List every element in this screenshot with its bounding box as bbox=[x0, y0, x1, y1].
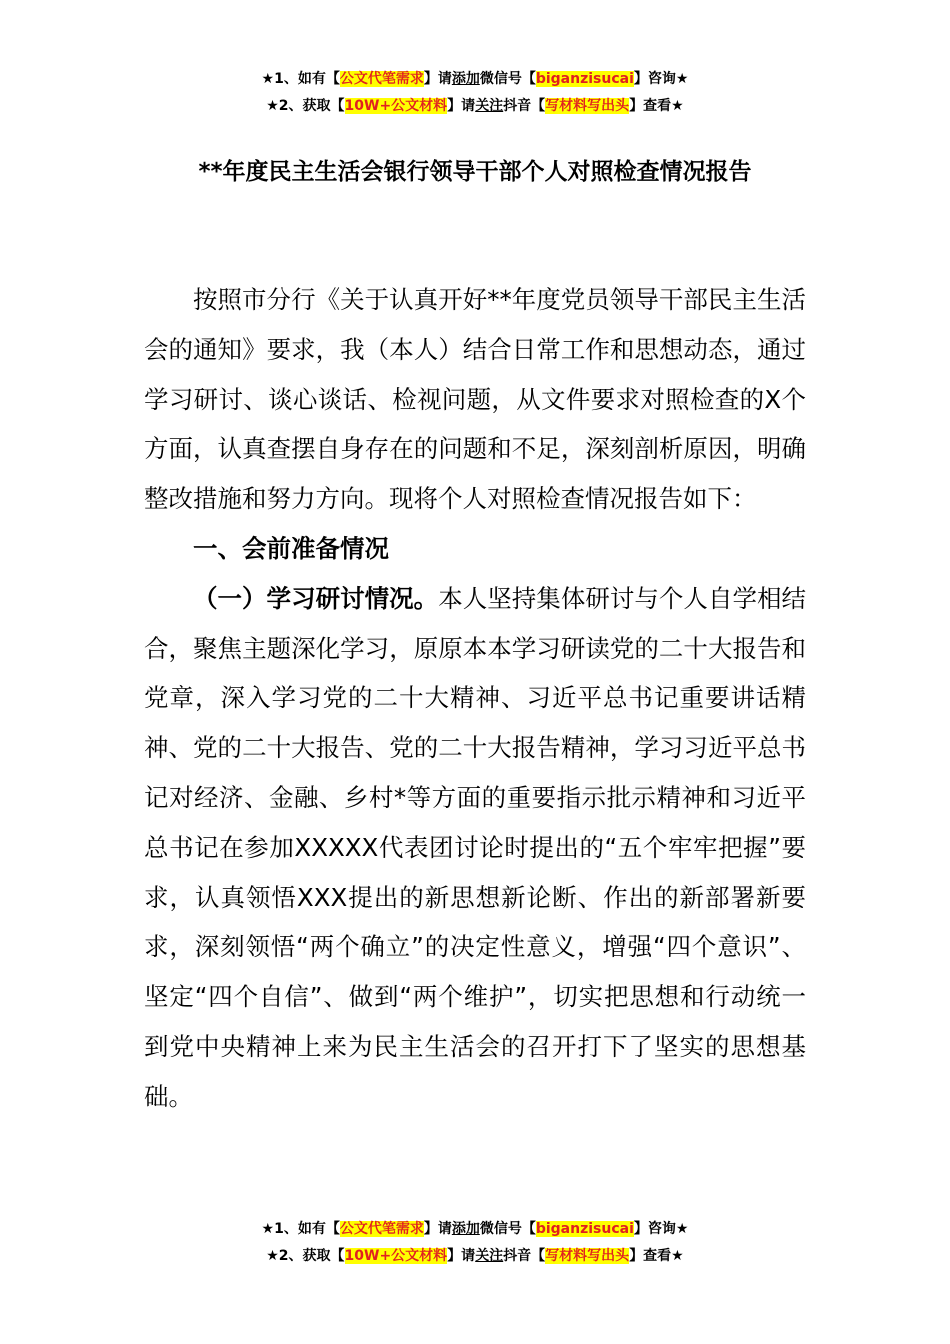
banner-text: 】咨询★ bbox=[633, 71, 689, 87]
banner-underlined-text: 关注 bbox=[475, 98, 504, 114]
banner-highlight: 公文代笔需求 bbox=[339, 1221, 424, 1237]
banner-underlined-text: 添加 bbox=[451, 1221, 480, 1237]
banner-text: 】请 bbox=[423, 1221, 452, 1237]
document-body bbox=[144, 275, 806, 1122]
bottom-banner bbox=[0, 1216, 950, 1270]
banner-text: ★2、获取【 bbox=[266, 98, 345, 114]
section-heading: 一、会前准备情况 bbox=[193, 533, 389, 563]
banner-underlined-text: 关注 bbox=[475, 1248, 504, 1264]
banner-highlight: 写材料写出头 bbox=[545, 1248, 630, 1264]
banner-text: ★1、如有【 bbox=[261, 71, 340, 87]
subsection-body: 本人坚持集体研讨与个人自学相结合，聚焦主题深化学习，原原本本学习研读党的二十大报告和党章，深入学习党的二十大精神、习近平总书记重要讲话精神、党的二十大报告、党的二十大报告精神，学习习近平总书记对经济、金融、乡村*等方面的重要指示批示精神和习近平总书记在参加XXXXX代表团讨论时提出的“五个牢牢把握”要求，认真领悟XXX提出的新思想新论断、作出的新部署新要求，深刻领悟“两个确立”的决定性意义，增强“四个意识”、坚定“四个自信”、做到“两个维护”，切实把思想和行动统一到党中央精神上来为民主生活会的召开打下了坚实的思想基础。 bbox=[144, 583, 807, 1111]
banner-text: 微信号【 bbox=[479, 1221, 536, 1237]
subsection-heading: （一）学习研讨情况。 bbox=[193, 583, 439, 613]
banner-highlight: biganzisucai bbox=[535, 1221, 634, 1237]
banner-text: ★1、如有【 bbox=[261, 1221, 340, 1237]
banner-underlined-text: 添加 bbox=[451, 71, 480, 87]
banner-highlight: 写材料写出头 bbox=[545, 98, 630, 114]
banner-highlight: 公文代笔需求 bbox=[339, 71, 424, 87]
banner-highlight: 10W+公文材料 bbox=[344, 1248, 448, 1264]
subsection-paragraph bbox=[144, 574, 806, 1122]
banner-text: 】咨询★ bbox=[633, 1221, 689, 1237]
banner-text: ★2、获取【 bbox=[266, 1248, 345, 1264]
banner-line-2 bbox=[0, 1243, 950, 1270]
banner-text: 】查看★ bbox=[629, 98, 684, 114]
banner-text: 】请 bbox=[423, 71, 452, 87]
banner-text: 微信号【 bbox=[479, 71, 536, 87]
document-title: **年度民主生活会银行领导干部个人对照检查情况报告 bbox=[198, 159, 752, 185]
top-banner bbox=[0, 66, 950, 120]
banner-line-1 bbox=[0, 1216, 950, 1243]
banner-highlight: 10W+公文材料 bbox=[344, 98, 448, 114]
intro-paragraph: 按照市分行《关于认真开好**年度党员领导干部民主生活会的通知》要求，我（本人）结合日常工作和思想动态，通过学习研讨、谈心谈话、检视问题，从文件要求对照检查的X个方面，认真查摆自身存在的问题和不足，深刻剖析原因，明确整改措施和努力方向。现将个人对照检查情况报告如下： bbox=[144, 285, 806, 514]
banner-text: 抖音【 bbox=[503, 1248, 546, 1264]
banner-text: 抖音【 bbox=[503, 98, 546, 114]
banner-text: 】查看★ bbox=[629, 1248, 684, 1264]
banner-line-1 bbox=[0, 66, 950, 93]
banner-text: 】请 bbox=[447, 98, 476, 114]
banner-line-2 bbox=[0, 93, 950, 120]
banner-text: 】请 bbox=[447, 1248, 476, 1264]
banner-highlight: biganzisucai bbox=[535, 71, 634, 87]
